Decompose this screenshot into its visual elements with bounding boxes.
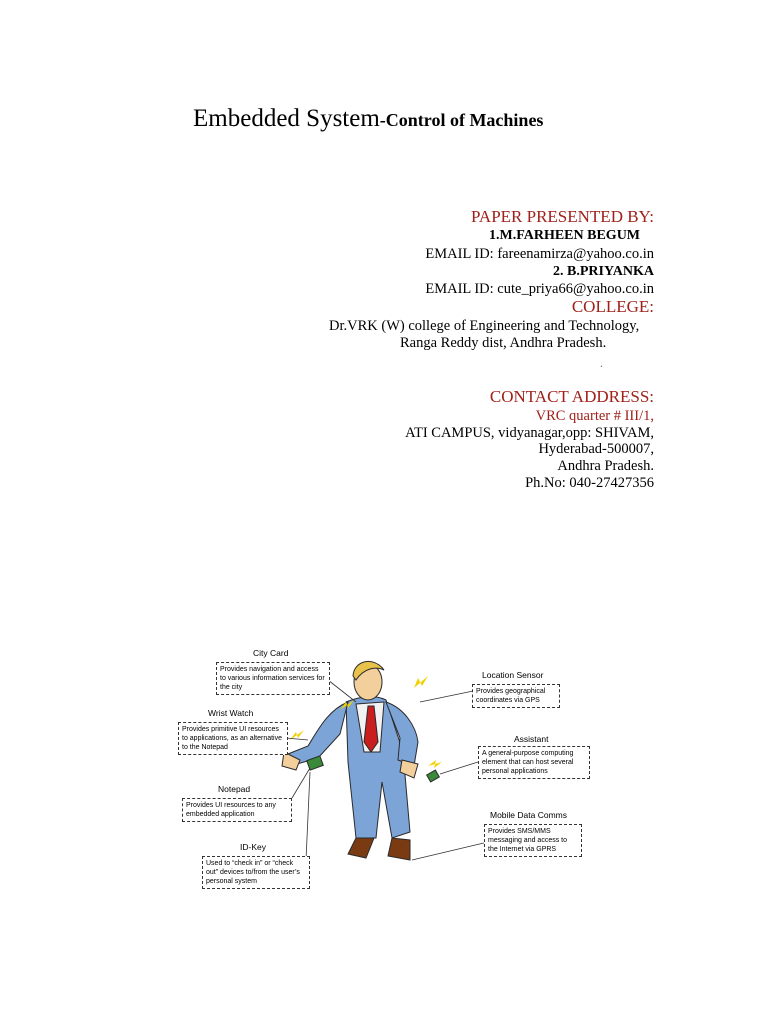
email-1: EMAIL ID: fareenamirza@yahoo.co.in bbox=[425, 246, 654, 262]
id-key-label: ID-Key bbox=[240, 842, 266, 852]
contact-line-3: Hyderabad-500007, bbox=[538, 441, 654, 457]
notepad-callout: Provides UI resources to any embedded application bbox=[182, 798, 292, 822]
mobile-data-comms-callout: Provides SMS/MMS messaging and access to the Internet via GPRS bbox=[484, 824, 582, 857]
contact-line-2: ATI CAMPUS, vidyanagar,opp: SHIVAM, bbox=[405, 425, 654, 441]
wrist-watch-callout: Provides primitive UI resources to applications, as an alternative to the Notepad bbox=[178, 722, 288, 755]
college-heading: COLLEGE: bbox=[571, 297, 654, 316]
contact-line-5: Ph.No: 040-27427356 bbox=[525, 475, 654, 491]
location-sensor-label: Location Sensor bbox=[482, 670, 544, 680]
title-main: Embedded System bbox=[193, 105, 380, 132]
contact-line-4: Andhra Pradesh. bbox=[557, 458, 654, 474]
embedded-devices-figure bbox=[178, 642, 598, 900]
email-2: EMAIL ID: cute_priya66@yahoo.co.in bbox=[425, 281, 654, 297]
assistant-callout: A general-purpose computing element that can host several personal applications bbox=[478, 746, 590, 779]
city-card-label: City Card bbox=[253, 648, 289, 658]
college-line-2: Ranga Reddy dist, Andhra Pradesh. bbox=[400, 335, 607, 351]
mobile-data-comms-label: Mobile Data Comms bbox=[490, 810, 567, 820]
city-card-callout: Provides navigation and access to various information services for the city bbox=[216, 662, 330, 695]
presented-by-heading: PAPER PRESENTED BY: bbox=[471, 207, 654, 226]
contact-heading: CONTACT ADDRESS: bbox=[489, 387, 654, 406]
college-line-1: Dr.VRK (W) college of Engineering and Technology, bbox=[329, 318, 640, 334]
contact-line-1: VRC quarter # III/1, bbox=[535, 408, 654, 424]
assistant-label: Assistant bbox=[514, 734, 549, 744]
location-sensor-callout: Provides geographical coordinates via GPS bbox=[472, 684, 560, 708]
notepad-label: Notepad bbox=[218, 784, 251, 794]
document-title bbox=[193, 105, 543, 133]
id-key-callout: Used to “check in” or “check out” devices to/from the user’s personal system bbox=[202, 856, 310, 889]
author-1: 1.M.FARHEEN BEGUM bbox=[489, 228, 641, 243]
stray-mark: . bbox=[600, 356, 603, 370]
wrist-watch-label: Wrist Watch bbox=[208, 708, 254, 718]
title-sub: -Control of Machines bbox=[379, 110, 544, 130]
author-2: 2. B.PRIYANKA bbox=[553, 264, 654, 279]
